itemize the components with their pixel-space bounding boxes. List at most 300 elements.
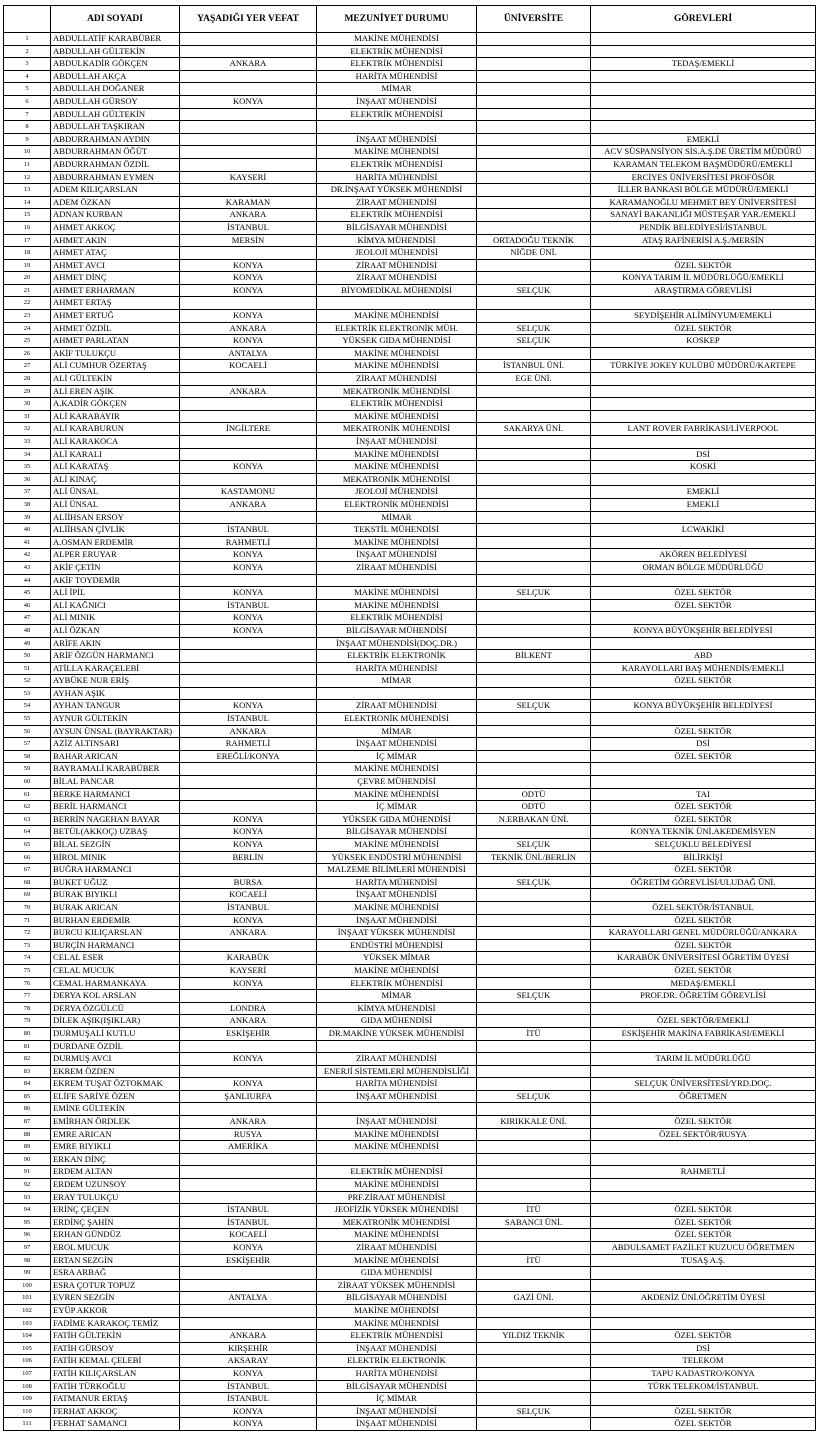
graduation-cell: MAKİNE MÜHENDİSİ [317,310,477,323]
graduation-cell [317,1153,477,1166]
university-cell [477,1279,591,1292]
graduation-cell: MİMAR [317,990,477,1003]
duty-cell: ÖZEL SEKTÖR [591,675,816,688]
duty-cell [591,247,816,260]
duty-cell [591,776,816,789]
name-cell: AHMET AVCI [51,259,180,272]
row-number: 83 [4,1065,51,1078]
row-number: 105 [4,1342,51,1355]
table-body [4,33,816,1431]
row-number: 94 [4,1204,51,1217]
duty-cell: ÖZEL SEKTÖR [591,1330,816,1343]
table-row [4,1292,816,1305]
university-cell [477,1380,591,1393]
row-number: 10 [4,146,51,159]
duty-cell: ERCİYES ÜNİVERSİTESİ PROFÖSÖR [591,171,816,184]
university-cell [477,662,591,675]
duty-cell [591,121,816,134]
graduation-cell [317,297,477,310]
university-cell: SELÇUK [477,839,591,852]
duty-cell: DSİ [591,738,816,751]
table-row [4,952,816,965]
table-row [4,788,816,801]
residence-cell: KONYA [180,284,317,297]
graduation-cell: MAKİNE MÜHENDİSİ [317,146,477,159]
name-cell: ALPER ERUYAR [51,549,180,562]
row-number: 60 [4,776,51,789]
name-cell: ERHAN GÜNDÜZ [51,1229,180,1242]
row-number: 79 [4,1015,51,1028]
university-cell [477,952,591,965]
duty-cell: ÖZEL SEKTÖR [591,939,816,952]
residence-cell: İSTANBUL [180,1380,317,1393]
row-number: 53 [4,687,51,700]
duty-cell: ÖZEL SEKTÖR [591,259,816,272]
table-row [4,990,816,1003]
row-number: 19 [4,259,51,272]
row-number: 26 [4,347,51,360]
graduation-cell: MAKİNE MÜHENDİSİ [317,839,477,852]
table-row [4,599,816,612]
name-cell: EKREM ÖZDEN [51,1065,180,1078]
duty-cell: TELEKOM [591,1355,816,1368]
row-number: 38 [4,498,51,511]
graduation-cell: BİYOMEDİKAL MÜHENDİSİ [317,284,477,297]
name-cell: BAHAR ARICAN [51,750,180,763]
row-number: 63 [4,813,51,826]
table-row [4,876,816,889]
residence-cell [180,1103,317,1116]
graduation-cell: PRF.ZİRAAT MÜHENDİSİ [317,1191,477,1204]
row-number: 81 [4,1040,51,1053]
university-cell [477,33,591,46]
graduation-cell: İNŞAAT MÜHENDİSİ [317,95,477,108]
residence-cell [180,511,317,524]
residence-cell: KONYA [180,461,317,474]
column-header-graduation: MEZUNİYET DURUMU [317,6,477,33]
residence-cell [180,373,317,386]
university-cell [477,410,591,423]
duty-cell: AKDENİZ ÜNİ.ÖĞRETİM ÜYESİ [591,1292,816,1305]
table-row [4,498,816,511]
graduation-cell: BİLGİSAYAR MÜHENDİSİ [317,826,477,839]
university-cell [477,536,591,549]
duty-cell: KARAYOLLARI BAŞ MÜHENDİS/EMEKLİ [591,662,816,675]
duty-cell: ACV SÜSPANSİYON SİS.A.Ş.DE ÜRETİM MÜDÜRÜ [591,146,816,159]
university-cell [477,448,591,461]
name-cell: ADNAN KURBAN [51,209,180,222]
table-row [4,385,816,398]
university-cell [477,461,591,474]
table-row [4,1191,816,1204]
name-cell: AHMET ERTAŞ [51,297,180,310]
table-row [4,587,816,600]
residence-cell: KAYSERİ [180,964,317,977]
graduation-cell: KİMYA MÜHENDİSİ [317,1002,477,1015]
name-cell: FATİH KEMAL ÇELEBİ [51,1355,180,1368]
table-row [4,58,816,71]
residence-cell [180,247,317,260]
graduation-cell: ELEKTRİK ELEKTRONİK [317,1355,477,1368]
duty-cell: EMEKLİ [591,498,816,511]
duty-cell: ÖZEL SEKTÖR/RUSYA [591,1128,816,1141]
name-cell: ADEM KILIÇARSLAN [51,184,180,197]
residence-cell: KONYA [180,839,317,852]
residence-cell: KONYA [180,1418,317,1431]
graduation-cell: ELEKTRİK MÜHENDİSİ [317,58,477,71]
duty-cell: ÖZEL SEKTÖR [591,1216,816,1229]
name-cell: ERKAN DİNÇ [51,1153,180,1166]
residence-cell: RUSYA [180,1128,317,1141]
residence-cell [180,864,317,877]
duty-cell: SELÇUK ÜNİVERSİTESİ/YRD.DOÇ. [591,1078,816,1091]
name-cell: BURAK ARICAN [51,901,180,914]
duty-cell: TEDAŞ/EMEKLİ [591,58,816,71]
name-cell: EMİRHAN ÖRDLEK [51,1116,180,1129]
graduation-cell: YÜKSEK GIDA MÜHENDİSİ [317,813,477,826]
table-row [4,713,816,726]
name-cell: AKİF ÇETİN [51,561,180,574]
table-row [4,864,816,877]
graduation-cell: YÜKSEK MİMAR [317,952,477,965]
column-header-number [4,6,51,33]
university-cell: SELÇUK [477,1090,591,1103]
university-cell [477,561,591,574]
table-row [4,889,816,902]
residence-cell: KIRŞEHİR [180,1342,317,1355]
residence-cell [180,776,317,789]
residence-cell [180,1179,317,1192]
name-cell: BURÇİN HARMANCI [51,939,180,952]
row-number: 45 [4,587,51,600]
duty-cell [591,1179,816,1192]
row-number: 70 [4,901,51,914]
graduation-cell: ÇEVRE MÜHENDİSİ [317,776,477,789]
university-cell [477,1015,591,1028]
university-cell: EGE ÜNİ. [477,373,591,386]
duty-cell [591,347,816,360]
row-number: 99 [4,1267,51,1280]
table-row [4,524,816,537]
name-cell: AYHAN AŞIK [51,687,180,700]
duty-cell: KARABÜK ÜNİVERSİTESİ ÖĞRETİM ÜYESİ [591,952,816,965]
row-number: 108 [4,1380,51,1393]
residence-cell: ANKARA [180,58,317,71]
table-row [4,1330,816,1343]
table-row [4,1242,816,1255]
row-number: 89 [4,1141,51,1154]
table-row [4,158,816,171]
residence-cell: KONYA [180,813,317,826]
university-cell: BİLKENT [477,650,591,663]
residence-cell: KOCAELİ [180,889,317,902]
name-cell: DURMUŞ AVCI [51,1053,180,1066]
university-cell [477,687,591,700]
graduation-cell: ELEKTRİK MÜHENDİSİ [317,977,477,990]
row-number: 23 [4,310,51,323]
university-cell [477,1153,591,1166]
graduation-cell: ENERJİ SİSTEMLERİ MÜHENDİSLİĞİ [317,1065,477,1078]
row-number: 28 [4,373,51,386]
graduation-cell: JEOLOJİ MÜHENDİSİ [317,486,477,499]
duty-cell: ÖZEL SEKTÖR [591,322,816,335]
table-row [4,1179,816,1192]
residence-cell: KONYA [180,310,317,323]
row-number: 61 [4,788,51,801]
duty-cell: ÖĞRETMEN [591,1090,816,1103]
graduation-cell: MAKİNE MÜHENDİSİ [317,1229,477,1242]
university-cell [477,385,591,398]
duty-cell: PROF.DR. ÖĞRETİM GÖREVLİSİ [591,990,816,1003]
duty-cell: ARAŞTIRMA GÖREVLİSİ [591,284,816,297]
university-cell [477,1304,591,1317]
row-number: 34 [4,448,51,461]
university-cell: NİĞDE ÜNİ. [477,247,591,260]
name-cell: CELAL MUCUK [51,964,180,977]
duty-cell: LCWAKİKİ [591,524,816,537]
row-number: 37 [4,486,51,499]
table-row [4,662,816,675]
name-cell: ERDEM ALTAN [51,1166,180,1179]
table-row [4,1367,816,1380]
row-number: 35 [4,461,51,474]
duty-cell: KOSKİ [591,461,816,474]
table-row [4,1342,816,1355]
row-number: 88 [4,1128,51,1141]
row-number: 78 [4,1002,51,1015]
duty-cell: ÖĞRETİM GÖREVLİSİ/ULUDAĞ ÜNİ. [591,876,816,889]
university-cell [477,1242,591,1255]
table-row [4,914,816,927]
university-cell [477,549,591,562]
duty-cell [591,713,816,726]
residence-cell: AKSARAY [180,1355,317,1368]
graduation-cell: İÇ MİMAR [317,1393,477,1406]
row-number: 110 [4,1405,51,1418]
name-cell: FERHAT SAMANCI [51,1418,180,1431]
row-number: 16 [4,221,51,234]
residence-cell: KONYA [180,549,317,562]
residence-cell: KONYA [180,272,317,285]
university-cell: GAZİ ÜNİ. [477,1292,591,1305]
row-number: 46 [4,599,51,612]
graduation-cell: ZİRAAT MÜHENDİSİ [317,272,477,285]
name-cell: BERRİN NAGEHAN BAYAR [51,813,180,826]
residence-cell: ŞANLIURFA [180,1090,317,1103]
graduation-cell: ELEKTRİK MÜHENDİSİ [317,1330,477,1343]
row-number: 1 [4,33,51,46]
duty-cell [591,1002,816,1015]
duty-cell [591,95,816,108]
row-number: 58 [4,750,51,763]
table-row [4,1304,816,1317]
row-number: 87 [4,1116,51,1129]
table-row [4,1090,816,1103]
name-cell: ABDULLAH AKÇA [51,70,180,83]
table-row [4,259,816,272]
duty-cell: KARAMAN TELEKOM BAŞMÜDÜRÜ/EMEKLİ [591,158,816,171]
university-cell [477,889,591,902]
row-number: 11 [4,158,51,171]
table-row [4,536,816,549]
table-row [4,851,816,864]
graduation-cell: ELEKTRİK MÜHENDİSİ [317,108,477,121]
graduation-cell: ZİRAAT YÜKSEK MÜHENDİSİ [317,1279,477,1292]
row-number: 103 [4,1317,51,1330]
duty-cell [591,398,816,411]
name-cell: AHMET AKKOÇ [51,221,180,234]
residence-cell: İSTANBUL [180,713,317,726]
university-cell [477,1141,591,1154]
column-header-residence: YAŞADIĞI YER VEFAT [180,6,317,33]
row-number: 25 [4,335,51,348]
residence-cell: KOCAELİ [180,1229,317,1242]
residence-cell: KONYA [180,1367,317,1380]
university-cell: SELÇUK [477,876,591,889]
duty-cell: ÖZEL SEKTÖR [591,914,816,927]
duty-cell: ABD [591,650,816,663]
name-cell: ALİ KARABAYIR [51,410,180,423]
university-cell [477,901,591,914]
table-row [4,939,816,952]
university-cell [477,624,591,637]
university-cell [477,1267,591,1280]
table-row [4,1153,816,1166]
column-header-duties: GÖREVLERİ [591,6,816,33]
university-cell [477,776,591,789]
residence-cell [180,1065,317,1078]
name-cell: AHMET PARLATAN [51,335,180,348]
row-number: 76 [4,977,51,990]
row-number: 44 [4,574,51,587]
graduation-cell: ZİRAAT MÜHENDİSİ [317,196,477,209]
residence-cell: KONYA [180,259,317,272]
university-cell [477,398,591,411]
table-row [4,1116,816,1129]
residence-cell: KONYA [180,826,317,839]
graduates-table [3,5,816,1431]
duty-cell: DSİ [591,448,816,461]
duty-cell: KONYA BÜYÜKŞEHİR BELEDİYESİ [591,624,816,637]
university-cell [477,1128,591,1141]
university-cell: İTÜ [477,1204,591,1217]
university-cell [477,826,591,839]
row-number: 14 [4,196,51,209]
university-cell [477,612,591,625]
university-cell [477,58,591,71]
name-cell: ALİ ÖZKAN [51,624,180,637]
table-row [4,826,816,839]
name-cell: ALİ KAĞNICI [51,599,180,612]
name-cell: EMİNE GÜLTEKİN [51,1103,180,1116]
row-number: 2 [4,45,51,58]
row-number: 56 [4,725,51,738]
row-number: 57 [4,738,51,751]
university-cell: SELÇUK [477,990,591,1003]
graduation-cell: JEOFİZİK YÜKSEK MÜHENDİSİ [317,1204,477,1217]
duty-cell [591,889,816,902]
university-cell [477,70,591,83]
table-row [4,171,816,184]
row-number: 40 [4,524,51,537]
name-cell: ALİİHSAN ÇİVLİK [51,524,180,537]
name-cell: AHMET ERTUĞ [51,310,180,323]
name-cell: ERİNÇ ÇEÇEN [51,1204,180,1217]
residence-cell [180,146,317,159]
graduation-cell: MAKİNE MÜHENDİSİ [317,33,477,46]
graduation-cell: ELEKTRİK ELEKTRONİK MÜH. [317,322,477,335]
table-row [4,612,816,625]
table-row [4,398,816,411]
name-cell: FADİME KARAKOÇ TEMİZ [51,1317,180,1330]
graduation-cell: ELEKTRONİK MÜHENDİSİ [317,713,477,726]
graduation-cell: MAKİNE MÜHENDİSİ [317,1254,477,1267]
graduation-cell: MEKATRONİK MÜHENDİSİ [317,473,477,486]
table-row [4,1027,816,1040]
residence-cell [180,410,317,423]
university-cell [477,574,591,587]
row-number: 98 [4,1254,51,1267]
graduation-cell: İÇ MİMAR [317,801,477,814]
university-cell: ORTADOĞU TEKNİK [477,234,591,247]
residence-cell [180,939,317,952]
residence-cell [180,1279,317,1292]
graduation-cell [317,574,477,587]
duty-cell: ÖZEL SEKTÖR [591,801,816,814]
graduation-cell: MAKİNE MÜHENDİSİ [317,964,477,977]
residence-cell: ANTALYA [180,1292,317,1305]
graduation-cell: İNŞAAT MÜHENDİSİ [317,133,477,146]
residence-cell: KONYA [180,700,317,713]
graduation-cell: MAKİNE MÜHENDİSİ [317,448,477,461]
duty-cell: ABDULSAMET FAZİLET KUZUCU ÖĞRETMEN [591,1242,816,1255]
graduation-cell: İNŞAAT MÜHENDİSİ [317,1418,477,1431]
duty-cell [591,108,816,121]
graduation-cell: BİLGİSAYAR MÜHENDİSİ [317,1292,477,1305]
row-number: 43 [4,561,51,574]
name-cell: AHMET ERHARMAN [51,284,180,297]
university-cell [477,524,591,537]
university-cell [477,221,591,234]
table-row [4,1002,816,1015]
duty-cell: TARIM İL MÜDÜRLÜĞÜ [591,1053,816,1066]
table-row [4,448,816,461]
table-row [4,977,816,990]
graduation-cell: İNŞAAT MÜHENDİSİ [317,1342,477,1355]
name-cell: ABDURRAHMAN EYMEN [51,171,180,184]
row-number: 51 [4,662,51,675]
university-cell [477,1342,591,1355]
university-cell: İSTANBUL ÜNİ. [477,360,591,373]
table-row [4,121,816,134]
residence-cell: ANKARA [180,1116,317,1129]
table-row [4,1267,816,1280]
name-cell: BİLAL PANCAR [51,776,180,789]
residence-cell: ANKARA [180,1015,317,1028]
header-row [4,6,816,33]
graduation-cell: BİLGİSAYAR MÜHENDİSİ [317,624,477,637]
residence-cell [180,108,317,121]
table-row [4,637,816,650]
name-cell: ESRA ARBAĞ [51,1267,180,1280]
row-number: 67 [4,864,51,877]
name-cell: BAYRAMALİ KARABÜBER [51,763,180,776]
graduation-cell: HARİTA MÜHENDİSİ [317,171,477,184]
table-row [4,549,816,562]
duty-cell: AKÖREN BELEDİYESİ [591,549,816,562]
table-row [4,1078,816,1091]
graduation-cell: DR.MAKİNE YÜKSEK MÜHENDİSİ [317,1027,477,1040]
